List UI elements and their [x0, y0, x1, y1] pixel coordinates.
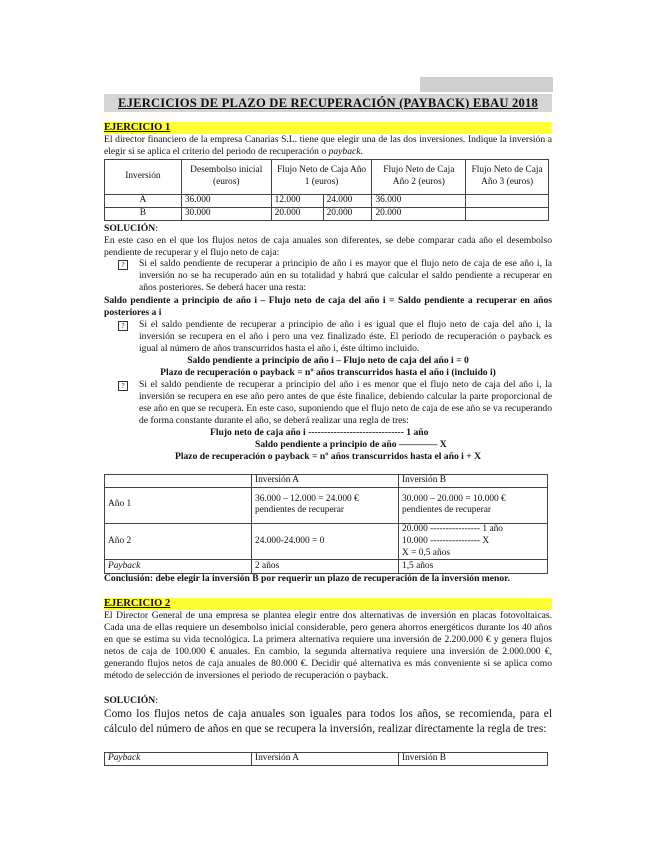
exercise-2-statement: El Director General de una empresa se plantea elegir entre dos alternativas de inversión en placas fotovoltaicas. Cada una de ellas requiere un desembolso inicial considerable, pero genera ahorros energéticos durante los 40 años en que se estima su vida tecnológica. La primera alternativa requiere una inversión de 2.200.000 € y genera flujos netos de caja de 100.000 € anuales. En cambio, la segunda alternativa requiere una inversión de 2.000.000 €, generando flujos netos de caja anuales de 80.000 €. Decidir qué alternativa es más conveniente si se aplica como método de selección de inversiones el periodo de recuperación o payback.: [104, 610, 552, 682]
cell: 24.000: [323, 195, 372, 208]
header-cell: Flujo Neto de Caja Año 3 (euros): [466, 160, 549, 195]
table-row: [105, 207, 549, 220]
header-cell: Inversión: [105, 160, 182, 195]
rule-1-text: Si el saldo pendiente de recuperar a principio de año i es mayor que el flujo neto de caja de ese año i, la inversión no se ha recuperado aún en su totalidad y habrá que calcular el saldo pendiente a recuperar en años posteriores. Se deberá hacer una resta:: [139, 258, 552, 294]
exercise-1-statement: [104, 134, 552, 158]
table-header-row: [105, 753, 548, 766]
table-header-row: [105, 160, 549, 195]
solution-colon: :: [155, 223, 158, 234]
cell: 20.000: [372, 207, 466, 220]
header-cell: Desembolso inicial (euros): [181, 160, 271, 195]
cell: 36.000: [181, 195, 271, 208]
checkbox-icon: ?: [118, 381, 128, 391]
row-label: Año 1: [105, 487, 252, 523]
cell: 12.000: [271, 195, 323, 208]
formula-1: Saldo pendiente a principio de año i – Flujo neto de caja del año i = Saldo pendiente a recuperar en años posteriores a i: [104, 295, 552, 319]
cell: 36.000 – 12.000 = 24.000 € pendientes de recuperar: [252, 487, 399, 523]
statement-end: .: [360, 146, 363, 158]
solution-label: [104, 223, 552, 235]
cell: A: [105, 195, 182, 208]
row-label: Payback: [105, 560, 252, 574]
exercise-2-heading: EJERCICIO 2: [104, 598, 552, 610]
exercise-2-table: [104, 752, 548, 766]
header-band: [420, 77, 553, 92]
cell: 20.000: [323, 207, 372, 220]
cell: 20.000: [271, 207, 323, 220]
header-cell: Flujo Neto de Caja Año 2 (euros): [372, 160, 466, 195]
comparison-table: [104, 474, 548, 574]
rule-2-text: Si el saldo pendiente de recuperar a principio de año i es igual que el flujo neto de caja del año i, la inversión se recupera en el año i pero una vez finalizado éste. El periodo de recuperación o payback es igual al número de años transcurridos hasta el año i, éste último incluido.: [139, 319, 552, 355]
conclusion: Conclusión: debe elegir la inversión B por requerir un plazo de recuperación de la inversión menor.: [104, 573, 510, 584]
solution-label-2: [104, 695, 552, 707]
cell: [466, 207, 549, 220]
table-header-row: [105, 475, 548, 488]
formula-2b: Plazo de recuperación o payback = nº años transcurridos hasta el año i (incluido i): [160, 367, 496, 378]
header-cell: Inversión B: [399, 753, 548, 766]
cell: 24.000-24.000 = 0: [252, 523, 399, 560]
cell: [466, 195, 549, 208]
cell: 20.000 ---------------- 1 año 10.000 ---------------- X X = 0,5 años: [399, 523, 548, 560]
table-row: [105, 560, 548, 574]
header-cell: Flujo Neto de Caja Año 1 (euros): [271, 160, 372, 195]
exercise-1-heading: EJERCICIO 1: [104, 122, 552, 134]
header-cell: [105, 475, 252, 488]
header-cell: Inversión A: [252, 753, 399, 766]
page-title: EJERCICIOS DE PLAZO DE RECUPERACIÓN (PAYBACK) EBAU 2018: [104, 94, 552, 112]
cell: 30.000: [181, 207, 271, 220]
cell: 36.000: [372, 195, 466, 208]
header-cell: Inversión B: [399, 475, 548, 488]
exercise-2-solution-text: Como los flujos netos de caja anuales son iguales para todos los años, se recomienda, para el cálculo del número de años en que se recupera la inversión, realizar directamente la regla de tres:: [104, 708, 552, 735]
investment-table: [104, 159, 549, 221]
exercise-1-statement-text: El director financiero de la empresa Canarias S.L. tiene que elegir una de las dos inversiones. Indique la inversión a elegir si se aplica el criterio del periodo de recuperación o: [104, 134, 552, 158]
payback-term: payback: [328, 146, 361, 158]
cell: 1,5 años: [399, 560, 548, 574]
table-row: [105, 523, 548, 560]
header-cell: Payback: [105, 753, 252, 766]
solution-label-2-text: SOLUCIÓN: [104, 695, 156, 706]
solution-label-text: SOLUCIÓN: [104, 223, 156, 234]
checkbox-icon: ?: [118, 260, 128, 270]
rule-of-three-line-1: Flujo neto de caja año i ------------------------------ 1 año: [210, 427, 429, 438]
rule-of-three-line-3: Plazo de recuperación o payback = nº años transcurridos hasta el año i + X: [174, 451, 481, 462]
checkbox-icon: ?: [118, 321, 128, 331]
rule-of-three-line-2: Saldo pendiente a principio de año ———— X: [255, 439, 447, 450]
cell: 30.000 – 20.000 = 10.000 € pendientes de recuperar: [399, 487, 548, 523]
cell: B: [105, 207, 182, 220]
cell: 2 años: [252, 560, 399, 574]
header-cell: Inversión A: [252, 475, 399, 488]
table-row: [105, 195, 549, 208]
row-label: Año 2: [105, 523, 252, 560]
solution-intro: En este caso en el que los flujos netos de caja anuales son diferentes, se debe comparar cada año el desembolso pendiente de recuperar y el flujo neto de caja:: [104, 235, 552, 259]
formula-2a: Saldo pendiente a principio de año i – Flujo neto de caja del año i = 0: [187, 355, 469, 366]
solution-colon: :: [155, 695, 158, 706]
table-row: [105, 487, 548, 523]
rule-3-text: Si el saldo pendiente de recuperar a principio del año i es menor que el flujo neto de caja del año i, la inversión se recupera en ese año pero antes de que éste finalice, debiendo calcular la parte proporcional de ese año en que se recupera. En este caso, suponiendo que el flujo neto de caja de ese año se va recuperando de forma constante durante el año, se deberá realizar una regla de tres:: [139, 379, 552, 427]
